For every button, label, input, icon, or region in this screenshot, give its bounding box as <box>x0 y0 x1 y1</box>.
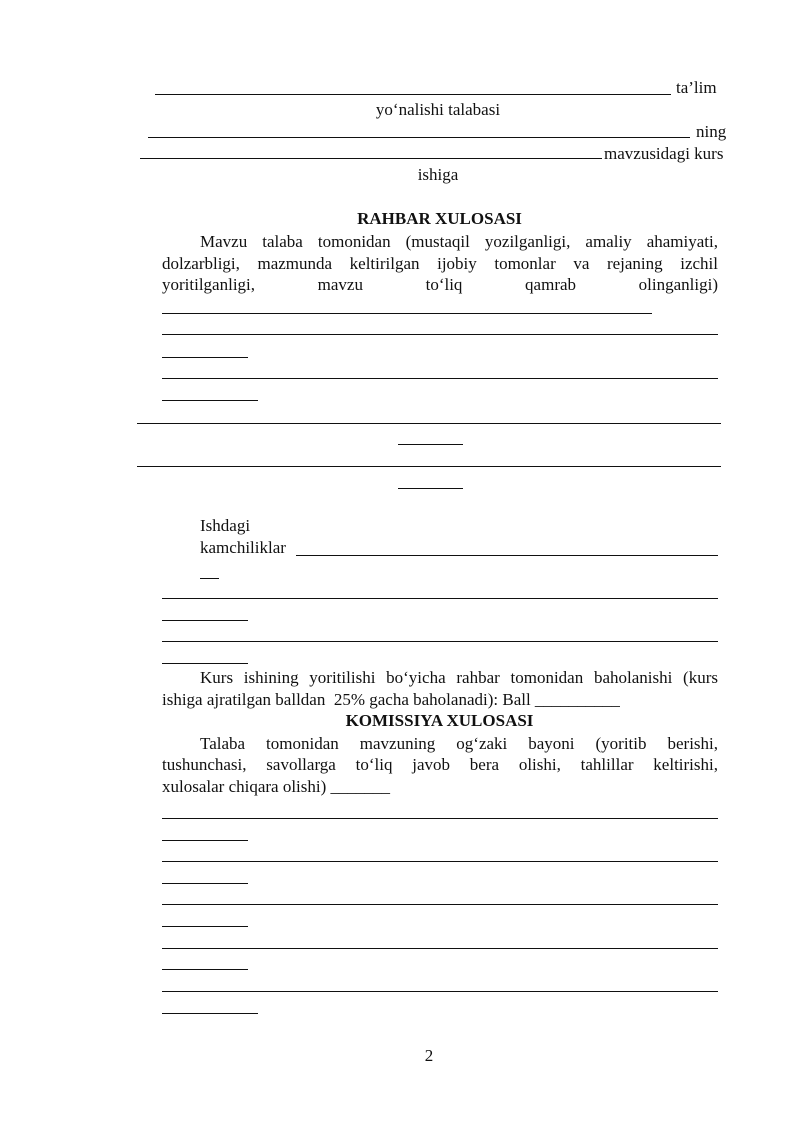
paragraph-line: Kurs ishining yoritilishi bo‘yicha rahbar tomonidan baholanishi (kurs <box>200 668 718 687</box>
blank-line <box>162 313 652 314</box>
kamchiliklar-label-1: Ishdagi <box>200 516 251 535</box>
blank-line <box>162 861 718 862</box>
ishiga-label: ishiga <box>417 165 459 184</box>
blank-line <box>162 926 248 927</box>
ning-label: ning <box>696 122 727 141</box>
blank-line <box>162 818 718 819</box>
blank-line <box>296 555 718 556</box>
blank-line <box>162 904 718 905</box>
blank-line <box>155 94 671 95</box>
blank-line <box>398 488 463 489</box>
blank-line <box>162 991 718 992</box>
blank-line <box>162 378 718 379</box>
blank-line <box>398 444 463 445</box>
blank-line <box>162 400 258 401</box>
blank-line <box>162 357 248 358</box>
blank-line <box>140 158 602 159</box>
blank-line <box>162 840 248 841</box>
blank-line <box>162 883 248 884</box>
blank-line <box>137 423 721 424</box>
yonalishi-label: yo‘nalishi talabasi <box>375 100 501 119</box>
blank-line <box>162 948 718 949</box>
blank-line <box>162 1013 258 1014</box>
blank-line <box>162 620 248 621</box>
paragraph-line: Mavzu talaba tomonidan (mustaqil yozilganligi, amaliy ahamiyati, <box>200 232 718 251</box>
paragraph-line: ishiga ajratilgan balldan 25% gacha baholanadi): Ball __________ <box>162 690 620 709</box>
paragraph-line: yoritilganligi, mavzu to‘liq qamrab olinganligi) <box>162 275 718 294</box>
blank-line <box>162 641 718 642</box>
paragraph-line: dolzarbligi, mazmunda keltirilgan ijobiy tomonlar va rejaning izchil <box>162 254 718 273</box>
kamchiliklar-label-2: kamchiliklar <box>200 538 286 557</box>
blank-line <box>200 578 219 579</box>
paragraph-line: xulosalar chiqara olishi) _______ <box>162 777 391 796</box>
section-title-komissiya: KOMISSIYA XULOSASI <box>345 711 534 730</box>
blank-line <box>148 137 690 138</box>
blank-line <box>162 663 248 664</box>
paragraph-line: tushunchasi, savollarga to‘liq javob bera olishi, tahlillar keltirishi, <box>162 755 718 774</box>
blank-line <box>162 598 718 599</box>
blank-line <box>137 466 721 467</box>
blank-line <box>162 969 248 970</box>
page-number: 2 <box>424 1046 434 1065</box>
blank-line <box>162 334 718 335</box>
section-title-rahbar: RAHBAR XULOSASI <box>357 209 522 228</box>
talim-label: ta’lim <box>676 78 717 97</box>
paragraph-line: Talaba tomonidan mavzuning og‘zaki bayoni (yoritib berishi, <box>200 734 718 753</box>
mavzusidagi-label: mavzusidagi kurs <box>604 144 724 163</box>
